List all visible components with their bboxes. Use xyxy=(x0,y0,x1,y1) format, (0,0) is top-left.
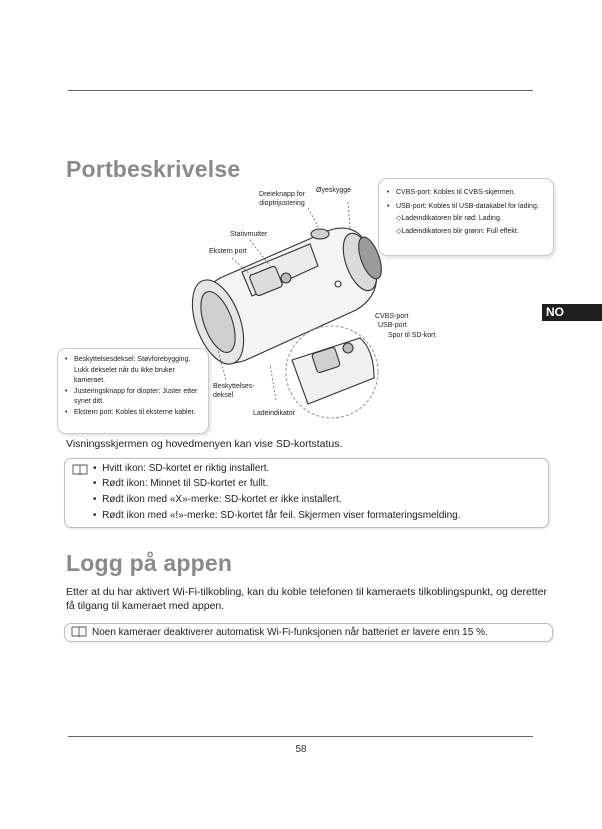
sd-note-item: • Rødt ikon med «X»-merke: SD-kortet er ikke installert. xyxy=(93,494,342,505)
callout-left-item: • Beskyttelsesdeksel: Støvforebygging. Lukk dekselet når du ikke bruker kameraet. xyxy=(65,355,207,387)
sd-notes-box xyxy=(64,458,549,528)
callout-left-item: • Ekstern port: Kobles til eksterne kabler. xyxy=(65,408,207,419)
callout-left-item: • Justeringsknapp for diopter: Juster etter synet ditt. xyxy=(65,387,207,408)
header-rule xyxy=(68,90,533,91)
label-cvbs-port: CVBS-port xyxy=(375,313,409,320)
callout-right-subitem: ◇Ladeindikatoren blir rød: Lading. xyxy=(396,215,502,222)
section-title-ports: Portbeskrivelse xyxy=(66,156,241,182)
footer-rule xyxy=(68,736,533,737)
book-icon xyxy=(72,464,88,476)
app-login-paragraph: Etter at du har aktivert Wi-Fi-tilkobling, kan du koble telefonen til kameraets tilkoblingspunkt, og deretter få tilgang til kameraet med appen. xyxy=(66,586,547,612)
book-icon xyxy=(71,626,87,638)
sd-intro-text: Visningsskjermen og hovedmenyen kan vise SD-kortstatus. xyxy=(66,438,343,450)
sd-note-item: • Rødt ikon: Minnet til SD-kortet er fullt. xyxy=(93,478,269,489)
wifi-note-box xyxy=(64,623,553,642)
sd-note-item: • Rødt ikon med «!»-merke: SD-kortet får feil. Skjermen viser formateringsmelding. xyxy=(93,510,461,521)
callout-right-item: • USB-port: Kobles til USB-datakabel for lading. xyxy=(387,202,551,213)
wifi-note-text: Noen kameraer deaktiverer automatisk Wi-Fi-funksjonen når batteriet er lavere enn 15 %. xyxy=(92,627,488,638)
label-external-port: Ekstern port xyxy=(209,248,247,255)
language-tab: NO xyxy=(542,304,602,321)
callout-right-item: • CVBS-port: Kobles til CVBS-skjermen. xyxy=(387,188,551,199)
label-usb-port: USB-port xyxy=(378,322,407,329)
sd-note-item: • Hvitt ikon: SD-kortet er riktig installert. xyxy=(93,463,270,474)
label-diopter-dial: Dreieknapp for dioptrijustering xyxy=(259,191,305,207)
page-number: 58 xyxy=(295,744,307,755)
callout-left xyxy=(57,348,209,434)
label-sd-slot: Spor til SD-kort xyxy=(388,332,436,339)
label-tripod-nut: Stativmutter xyxy=(230,231,268,238)
diamond-icon: ◇ xyxy=(396,227,402,235)
section-title-app-login: Logg på appen xyxy=(66,550,233,576)
label-charge-indicator: Ladeindikator xyxy=(253,410,296,417)
label-eyecup: Øyeskygge xyxy=(316,187,352,194)
callout-right-subitem: ◇Ladeindikatoren blir grønn: Full effekt. xyxy=(396,227,519,235)
diamond-icon: ◇ xyxy=(396,215,402,222)
label-protective-cover: Beskyttelses- deksel xyxy=(213,383,255,399)
